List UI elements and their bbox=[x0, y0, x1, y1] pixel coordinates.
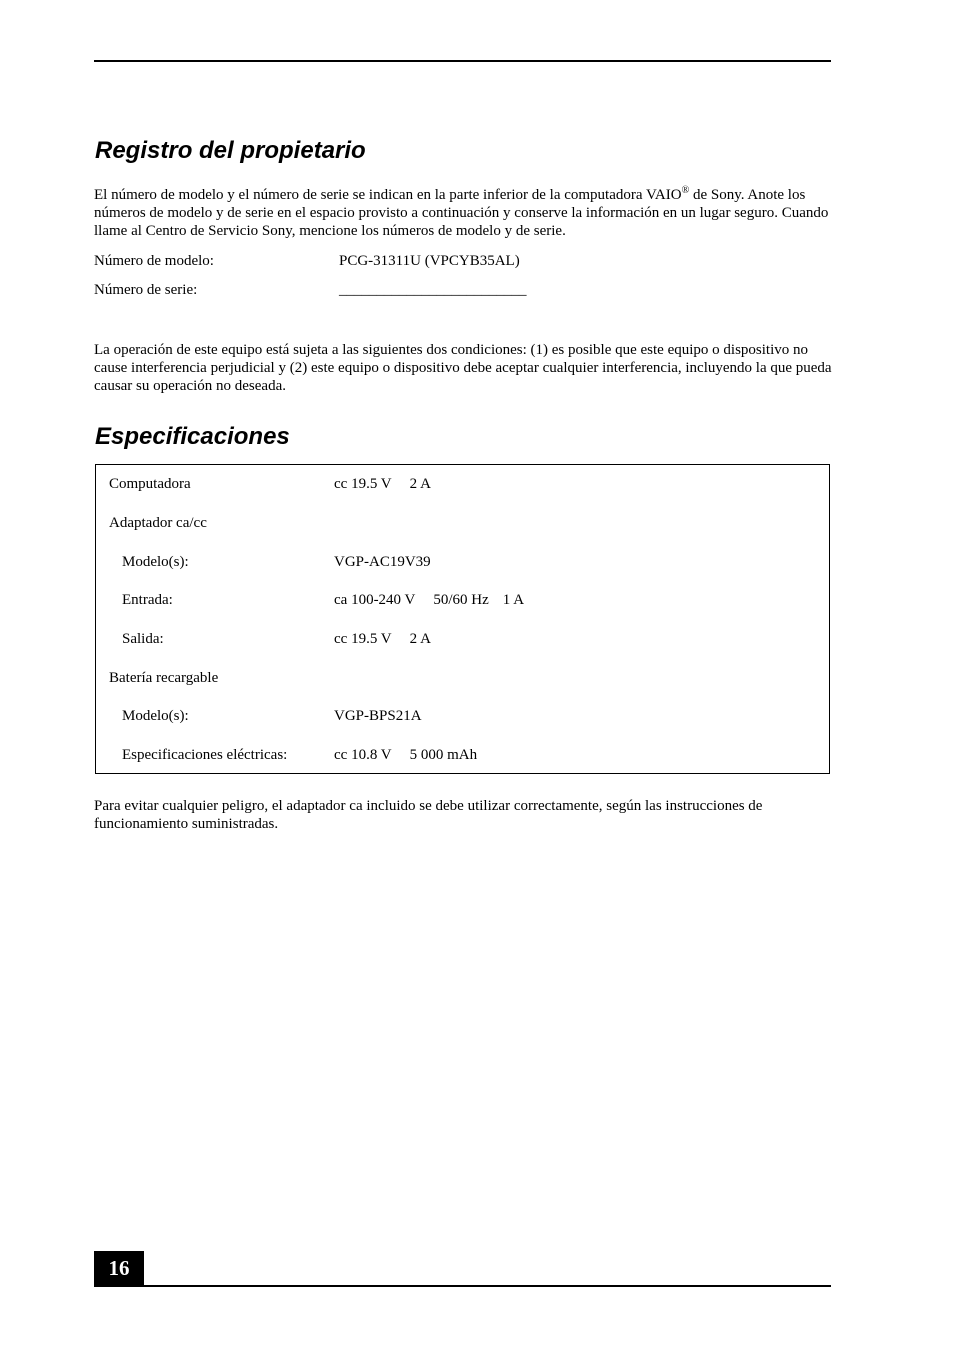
spec-value-1: ca 100-240 V bbox=[334, 592, 416, 608]
adapter-warning-paragraph: Para evitar cualquier peligro, el adaptador ca incluido se debe utilizar correctamente, según las instrucciones de funcionamiento suministradas. bbox=[94, 798, 763, 832]
model-number-value: PCG-31311U (VPCYB35AL) bbox=[339, 253, 520, 269]
specifications-table bbox=[95, 464, 830, 774]
spec-value-1: cc 19.5 V bbox=[334, 631, 392, 647]
serial-number-row bbox=[94, 281, 527, 299]
spec-value-1: cc 10.8 V bbox=[334, 747, 392, 763]
serial-number-label: Número de serie: bbox=[94, 282, 198, 298]
spec-label: Adaptador ca/cc bbox=[109, 515, 207, 531]
spec-label: Batería recargable bbox=[109, 670, 219, 686]
spec-value-2: 2 A bbox=[409, 631, 431, 647]
model-number-label: Número de modelo: bbox=[94, 253, 214, 269]
operation-conditions-paragraph: La operación de este equipo está sujeta a las siguientes dos condiciones: (1) es posible que este equipo o dispositivo no cause interferencia perjudicial y (2) este equipo o dispositivo debe aceptar cualquier interferencia, incluyendo la que pueda causar su operación no deseada. bbox=[94, 342, 832, 394]
registered-mark: ® bbox=[681, 185, 690, 196]
spec-value-1: cc 19.5 V bbox=[334, 476, 392, 492]
spec-value-3: 1 A bbox=[502, 592, 525, 608]
spec-label: Salida: bbox=[122, 631, 164, 647]
section-title-especificaciones: Especificaciones bbox=[95, 423, 290, 450]
spec-label: Modelo(s): bbox=[122, 708, 189, 724]
spec-value-1: VGP-AC19V39 bbox=[334, 554, 431, 570]
section-title-registro: Registro del propietario bbox=[95, 137, 366, 164]
serial-number-blank: _________________________ bbox=[339, 282, 527, 298]
spec-value bbox=[334, 630, 431, 648]
registro-intro-paragraph bbox=[94, 186, 834, 240]
intro-text-part1: El número de modelo y el número de serie se indican en la parte inferior de la computadora VAIO bbox=[94, 187, 682, 203]
spec-label: Modelo(s): bbox=[122, 554, 189, 570]
top-rule bbox=[94, 60, 831, 62]
page-number: 16 bbox=[94, 1251, 144, 1285]
spec-value bbox=[334, 746, 477, 764]
spec-label: Computadora bbox=[109, 476, 191, 492]
spec-label: Especificaciones eléctricas: bbox=[122, 747, 288, 763]
bottom-rule bbox=[94, 1285, 831, 1287]
intro-text-part2: de Sony. Anote los números de modelo y de serie en el espacio provisto a continuación y conserve la información en un lugar seguro. Cuando llame al Centro de Servicio Sony, mencione los números de modelo y de serie. bbox=[94, 187, 829, 239]
spec-value-2: 5 000 mAh bbox=[409, 747, 478, 763]
model-number-row bbox=[94, 252, 520, 270]
spec-value-2: 50/60 Hz bbox=[433, 592, 489, 608]
spec-value bbox=[334, 591, 524, 609]
spec-value-1: VGP-BPS21A bbox=[334, 708, 422, 724]
spec-value bbox=[334, 475, 431, 493]
spec-value-2: 2 A bbox=[409, 476, 431, 492]
spec-label: Entrada: bbox=[122, 592, 173, 608]
